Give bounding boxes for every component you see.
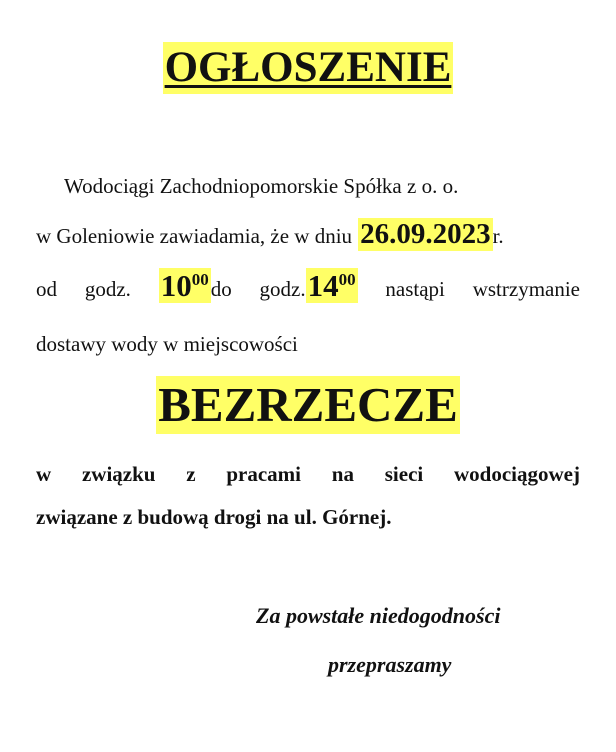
reason-word: wodociągowej [454,462,580,486]
from-label: od [36,277,57,301]
reason-word: związku [81,462,156,486]
reason-word: pracami [226,462,301,486]
notice-line-company: Wodociągi Zachodniopomorskie Spółka z o. o. [64,174,459,198]
notice-line-hours [36,268,580,304]
notice-line-date-prefix: w Goleniowie zawiadamia, że w dniu [36,224,353,248]
title-container [0,42,616,94]
reason-word: z [186,462,196,486]
reason-word: w [36,462,52,486]
to-hour: 14 [307,268,339,303]
location-name: BEZRZECZE [158,377,458,432]
from-time [159,268,232,304]
notice-line-water: dostawy wody w miejscowości [36,332,298,356]
date-suffix: r. [492,224,504,248]
godz2-label: godz. [259,277,306,301]
reason-word: sieci [384,462,424,486]
to-minutes: 00 [338,270,356,289]
notice-line-date [36,218,580,251]
date-highlight: 26.09.2023 [360,218,491,250]
from-hour: 10 [160,268,192,303]
word-wstrzymanie: wstrzymanie [472,277,580,301]
word-nastapi: nastąpi [385,277,445,301]
closing-line-2: przepraszamy [328,652,452,677]
from-minutes: 00 [191,270,209,289]
from-time-highlight [159,268,211,303]
reason-line-2: związane z budową drogi na ul. Górnej. [36,505,392,529]
reason-line-1 [36,462,580,487]
location-container [0,376,616,434]
reason-word: na [331,462,354,486]
to-label: do [210,277,232,301]
godz-label: godz. [84,277,131,301]
closing-line-1: Za powstałe niedogodności [256,603,501,628]
to-time-highlight [306,268,358,303]
to-time [260,268,358,304]
page-title: OGŁOSZENIE [163,42,454,94]
